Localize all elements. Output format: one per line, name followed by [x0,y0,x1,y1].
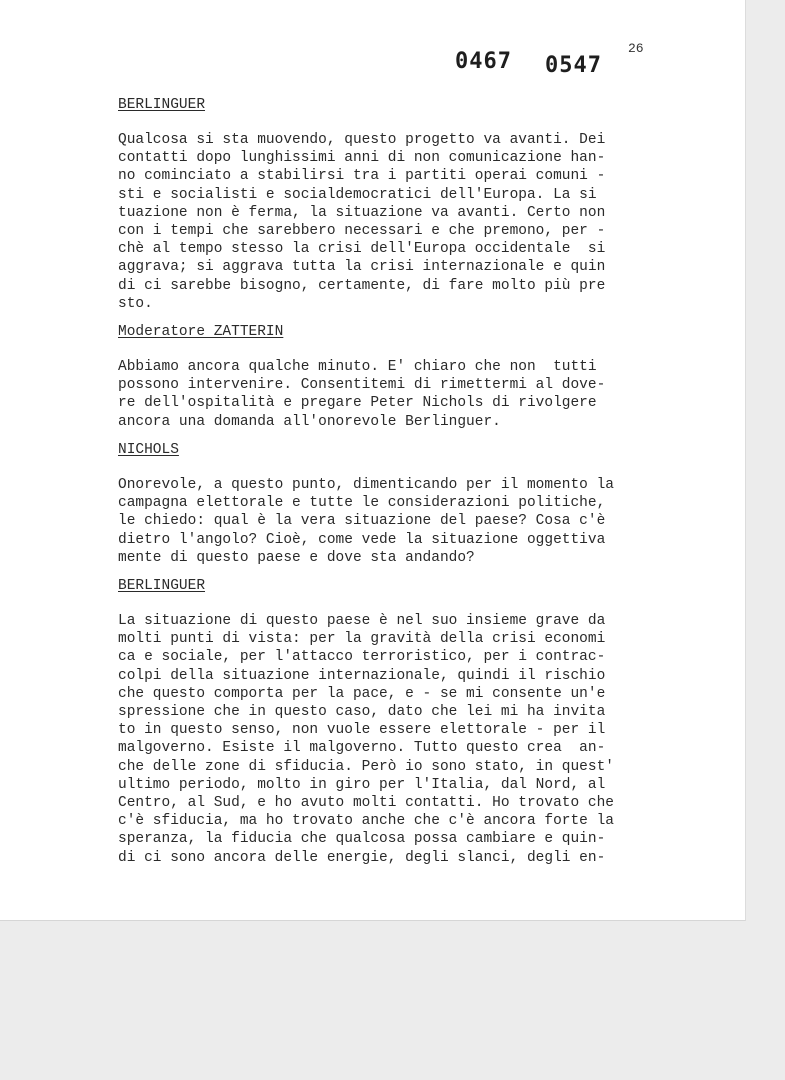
transcript-section [118,577,648,867]
text-line: con i tempi che sarebbero necessari e che premono, per - [118,223,606,240]
speech-paragraph [118,358,648,431]
text-line: chè al tempo stesso la crisi dell'Europa occidentale si [118,241,606,258]
text-line: aggrava; si aggrava tutta la crisi internazionale e quin [118,259,606,276]
text-line: Abbiamo ancora qualche minuto. E' chiaro che non tutti [118,359,597,375]
text-line: dietro l'angolo? Cioè, come vede la situazione oggettiva [118,531,606,548]
text-line: ultimo periodo, molto in giro per l'Italia, dal Nord, al [118,776,606,793]
text-line: c'è sfiducia, ma ho trovato anche che c'è ancora forte la [118,813,614,830]
text-line: spressione che in questo caso, dato che lei mi ha invita [118,704,606,721]
speech-paragraph [118,131,648,313]
speech-paragraph [118,476,648,567]
speaker-name: NICHOLS [118,442,179,458]
text-line: ancora una domanda all'onorevole Berlinguer. [118,413,501,430]
text-line: no cominciato a stabilirsi tra i partiti operai comuni - [118,168,606,185]
text-line: di ci sono ancora delle energie, degli slanci, degli en- [118,849,606,866]
speaker-name: Moderatore ZATTERIN [118,324,284,340]
text-line: ca e sociale, per l'attacco terroristico, per i contrac- [118,649,606,666]
text-line: to in questo senso, non vuole essere elettorale - per il [118,722,606,739]
speech-paragraph [118,612,648,867]
text-line: speranza, la fiducia che qualcosa possa cambiare e quin- [118,831,606,848]
text-line: campagna elettorale e tutte le considerazioni politiche, [118,495,606,512]
text-line: colpi della situazione internazionale, quindi il rischio [118,667,606,684]
text-line: re dell'ospitalità e pregare Peter Nichols di rivolgere [118,395,597,412]
text-line: di ci sarebbe bisogno, certamente, di fare molto più pre [118,277,606,294]
text-line: contatti dopo lunghissimi anni di non comunicazione han- [118,150,606,167]
text-line: che questo comporta per la pace, e - se mi consente un'e [118,685,606,702]
text-line: che delle zone di sfiducia. Però io sono stato, in quest' [118,758,614,775]
text-line: sti e socialisti e socialdemocratici dell'Europa. La si [118,186,597,203]
transcript-section [118,323,648,431]
speaker-name: BERLINGUER [118,97,206,113]
transcript-section [118,441,648,567]
text-line: malgoverno. Esiste il malgoverno. Tutto questo crea an- [118,740,606,757]
text-line: Onorevole, a questo punto, dimenticando per il momento la [118,477,614,493]
text-line: mente di questo paese e dove sta andando? [118,549,475,566]
text-line: molti punti di vista: per la gravità della crisi economi [118,631,606,648]
text-line: sto. [118,295,153,312]
archive-stamp-left: 0467 [455,49,512,74]
transcript-section [118,96,648,313]
text-line: possono intervenire. Consentitemi di rimettermi al dove- [118,377,606,394]
archive-stamp-right: 0547 [545,53,602,78]
page-number: 26 [628,41,644,56]
text-line: tuazione non è ferma, la situazione va avanti. Certo non [118,204,606,221]
text-line: le chiedo: qual è la vera situazione del paese? Cosa c'è [118,513,606,530]
text-line: Centro, al Sud, e ho avuto molti contatti. Ho trovato che [118,795,614,812]
text-line: La situazione di questo paese è nel suo insieme grave da [118,613,606,629]
speaker-name: BERLINGUER [118,578,206,594]
text-line: Qualcosa si sta muovendo, questo progetto va avanti. Dei [118,132,606,148]
